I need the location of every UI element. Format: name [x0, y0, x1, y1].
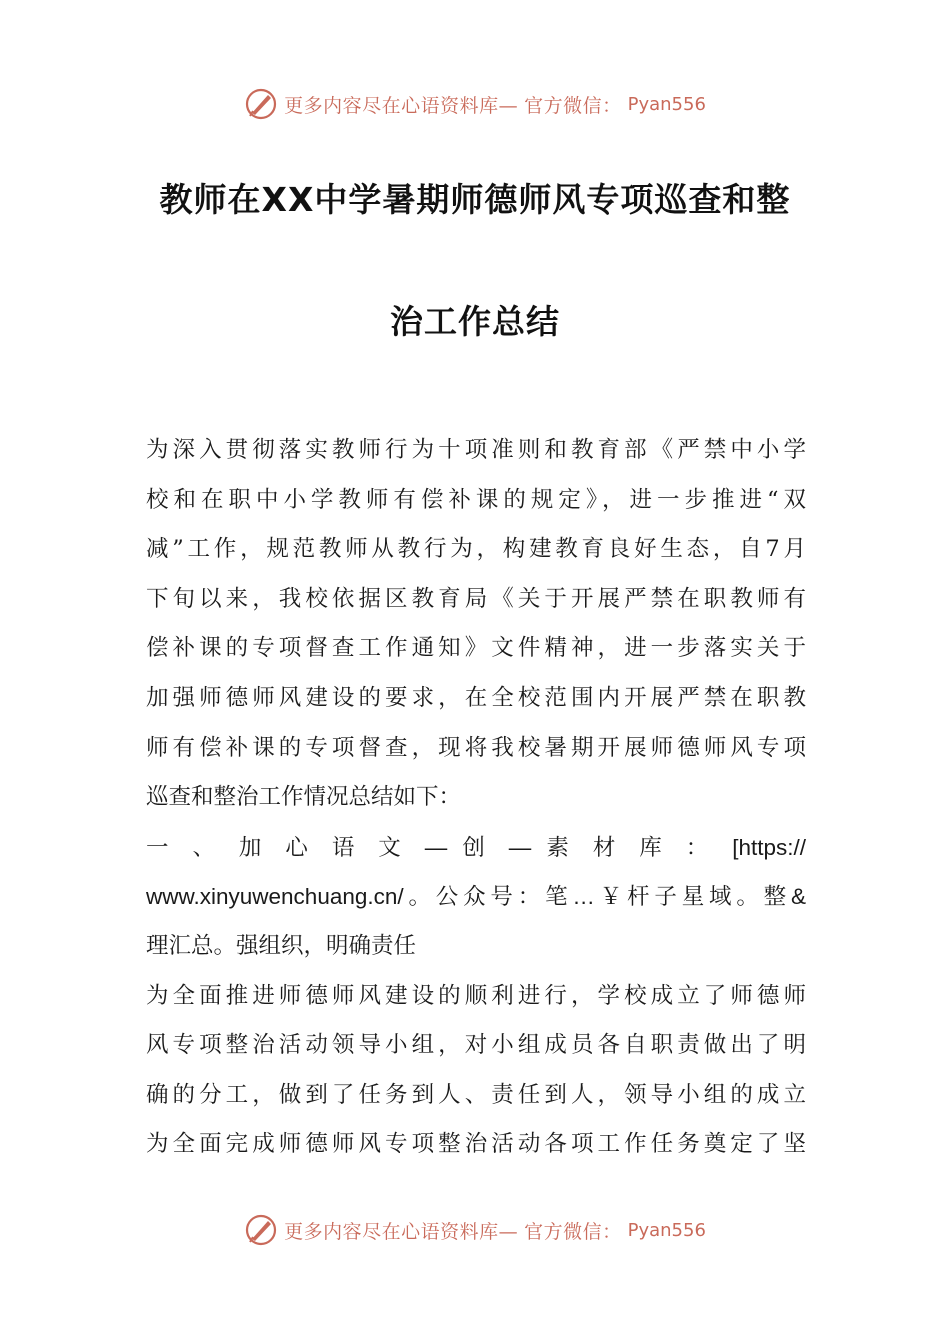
- header-watermark-banner: [0, 84, 950, 124]
- body-line: 师有偿补课的专项督查，现将我校暑期开展师德师风专项: [146, 734, 806, 761]
- banner-wechat-id: Pyan556: [627, 93, 706, 115]
- banner-wechat-label: 官方微信：: [524, 94, 622, 117]
- body-line: 确的分工，做到了任务到人、责任到人，领导小组的成立: [146, 1081, 806, 1108]
- body-line: 为全面推进师德师风建设的顺利进行，学校成立了师德师: [146, 982, 806, 1009]
- body-line-link: 一 、 加 心 语 文 — 创 — 素 材 库 ： [https://: [146, 834, 806, 860]
- footer-watermark-banner: [0, 1210, 950, 1250]
- banner-wechat-label: 官方微信：: [524, 1220, 622, 1243]
- body-line: 加强师德师风建设的要求，在全校范围内开展严禁在职教: [146, 684, 806, 711]
- body-line: 为深入贯彻落实教师行为十项准则和教育部《严禁中小学: [146, 437, 806, 463]
- banner-text: 更多内容尽在心语资料库—: [284, 1220, 519, 1243]
- banner-wechat-id: Pyan556: [627, 1219, 706, 1241]
- banner-text: 更多内容尽在心语资料库—: [284, 94, 519, 117]
- body-line: 理汇总。强组织，明确责任: [146, 932, 417, 959]
- body-line: 偿补课的专项督查工作通知》文件精神，进一步落实关于: [146, 635, 806, 662]
- document-title-line-1: 教师在XX中学暑期师德师风专项巡查和整: [159, 180, 791, 219]
- body-line: 减”工作，规范教师从教行为，构建教育良好生态，自7月: [146, 536, 806, 563]
- document-body: [146, 426, 806, 1170]
- body-line: 风专项整治活动领导小组，对小组成员各自职责做出了明: [146, 1032, 806, 1059]
- document-title-line-2: 治工作总结: [390, 302, 560, 341]
- body-line: 巡查和整治工作情况总结如下：: [146, 784, 462, 811]
- body-line: 校和在职中小学教师有偿补课的规定》，进一步推进“双: [146, 486, 806, 513]
- quill-logo-icon: [244, 87, 278, 121]
- quill-logo-icon: [244, 1213, 278, 1247]
- body-line: 下旬以来，我校依据区教育局《关于开展严禁在职教师有: [146, 585, 806, 612]
- body-line: 为全面完成师德师风专项整治活动各项工作任务奠定了坚: [146, 1131, 806, 1158]
- body-line-link: www.xinyuwenchuang.cn/。公众号：笔…￥杆子星域。整&: [146, 884, 806, 910]
